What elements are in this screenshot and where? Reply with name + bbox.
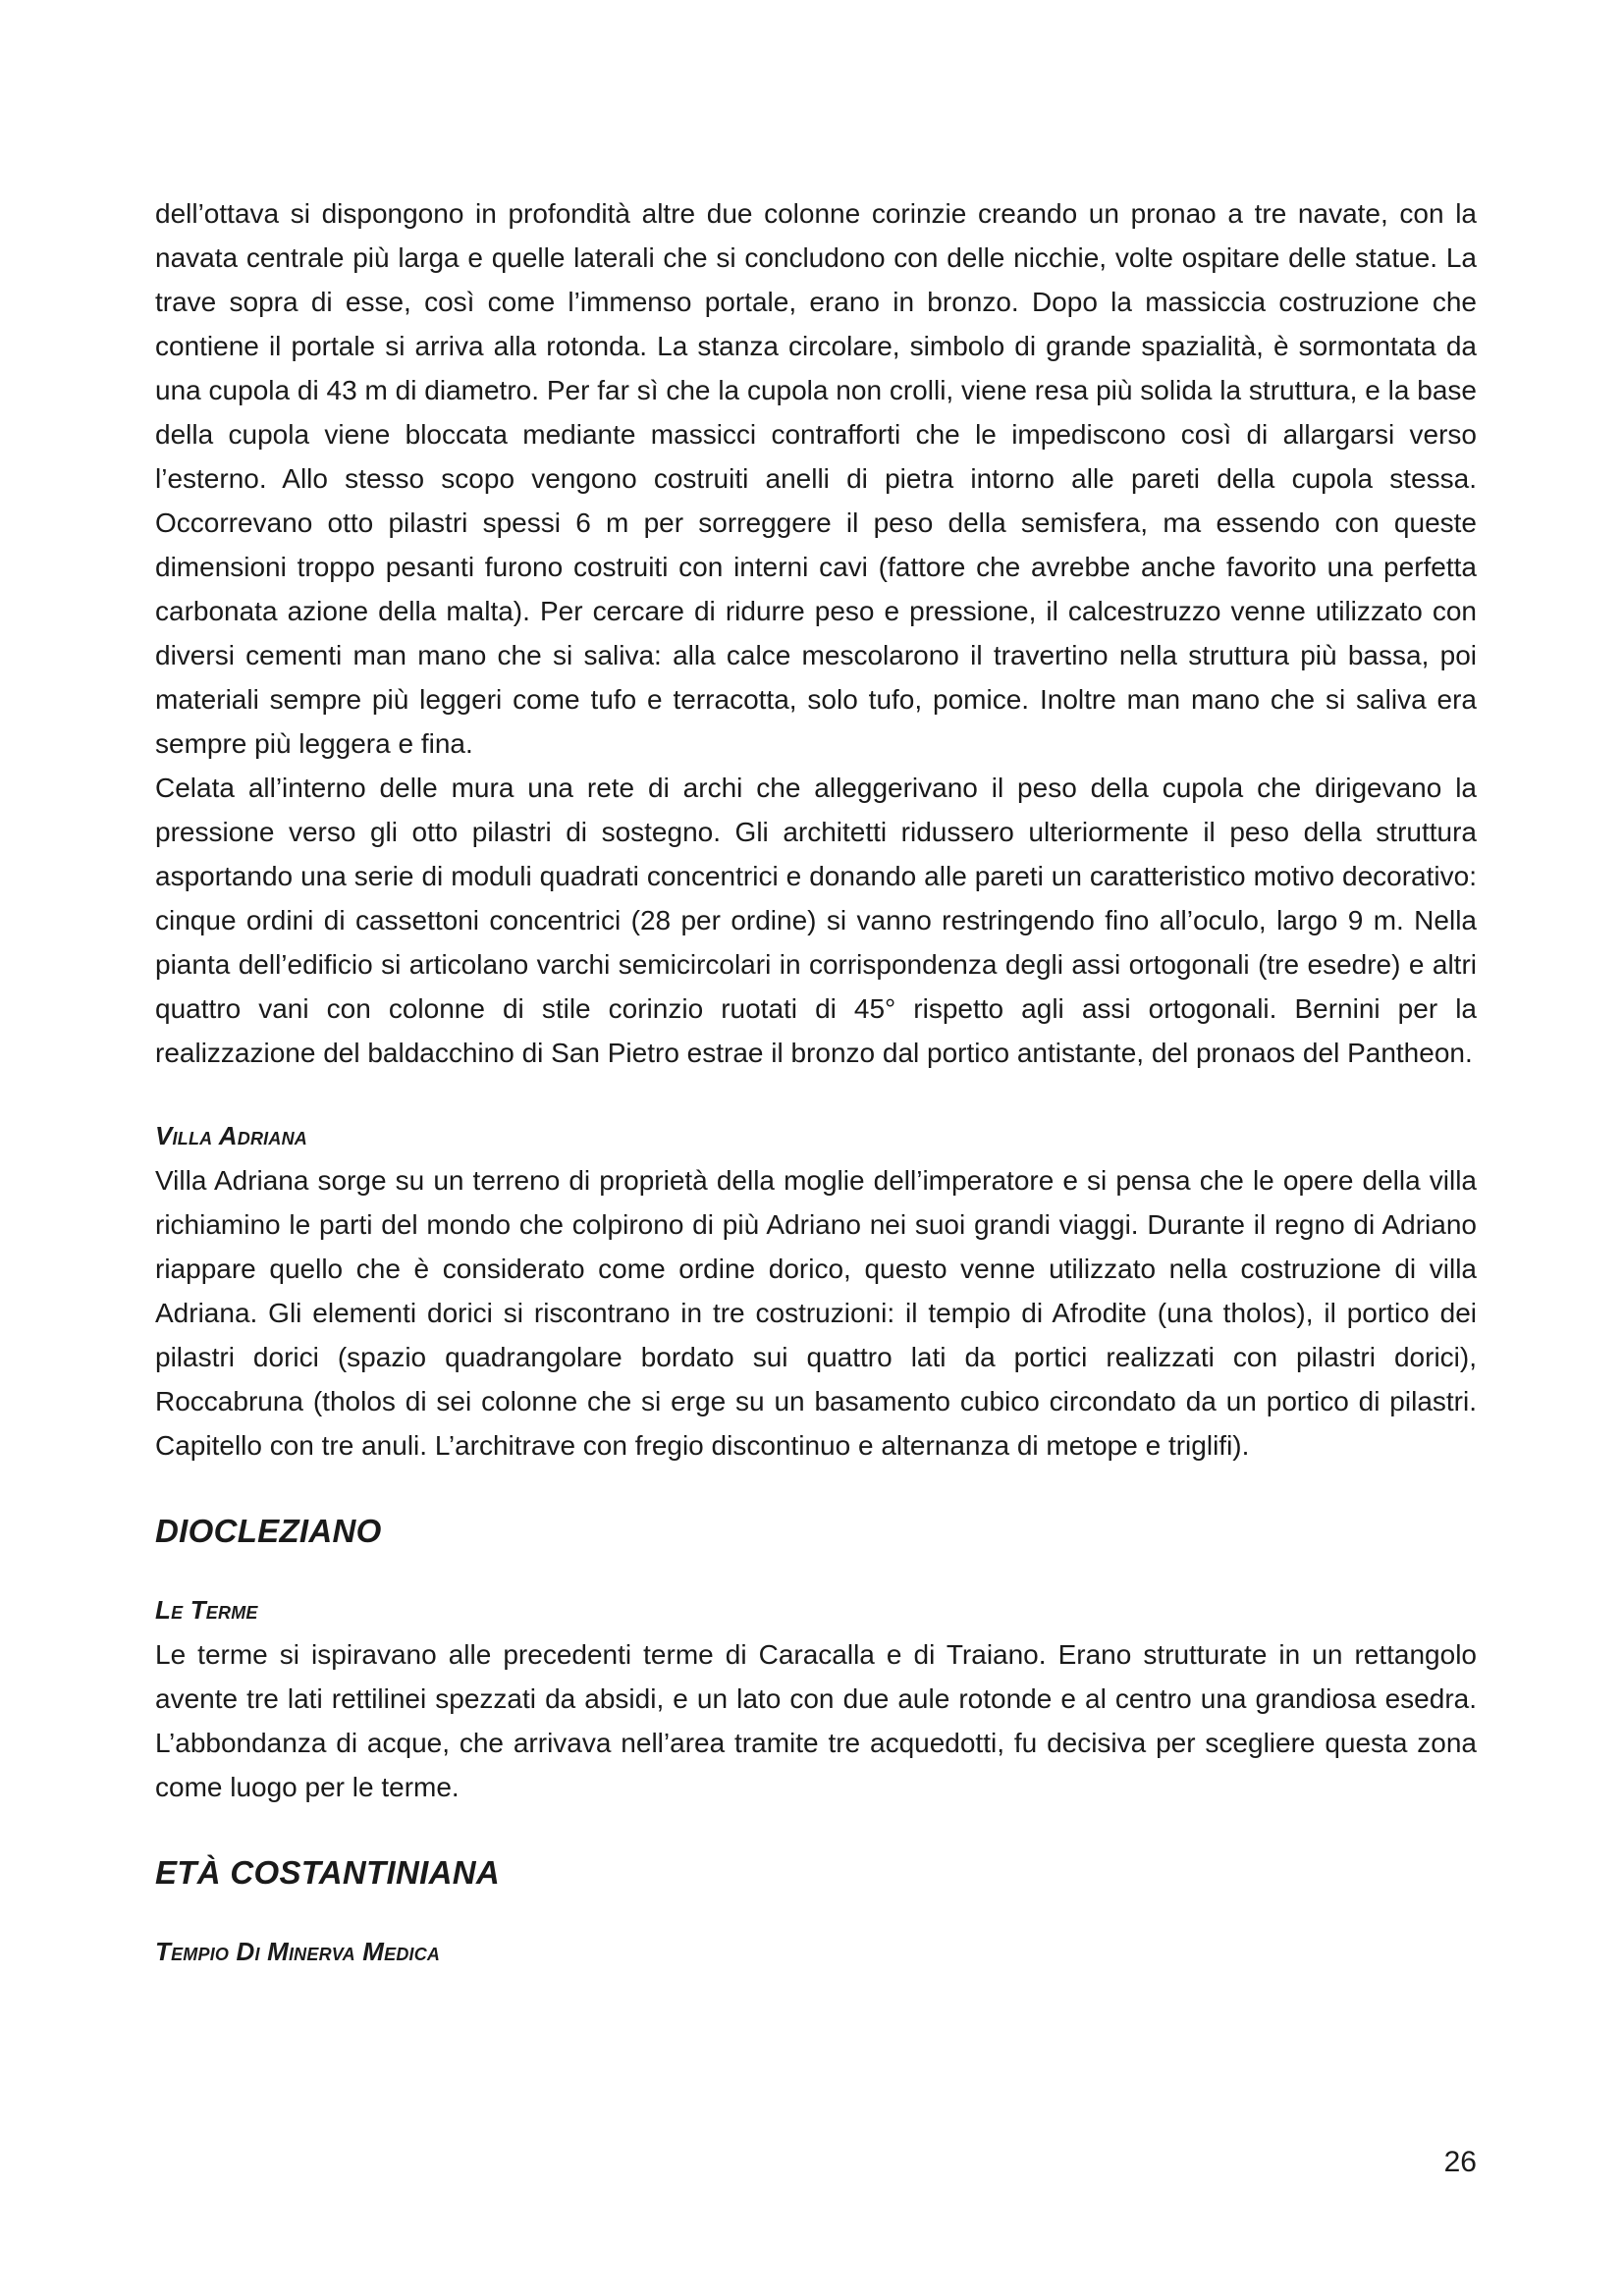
spacer xyxy=(155,1075,1477,1114)
spacer xyxy=(155,1809,1477,1850)
eta-costantiniana-heading: ETÀ COSTANTINIANA xyxy=(155,1854,500,1891)
tempio-minerva-medica-heading: Tempio Di Minerva Medica xyxy=(155,1937,441,1966)
document-page xyxy=(155,191,1477,1974)
spacer xyxy=(155,1468,1477,1509)
pantheon-paragraph-1: dell’ottava si dispongono in profondità altre due colonne corinzie creando un pronao a tre navate, con la navata centrale più larga e quelle laterali che si concludono con delle nicchie, volte ospitare delle statue. La trave sopra di esse, così come l’immenso portale, erano in bronzo. Dopo la massiccia costruzione che contiene il portale si arriva alla rotonda. La stanza circolare, simbolo di grande spazialità, è sormontata da una cupola di 43 m di diametro. Per far sì che la cupola non crolli, viene resa più solida la struttura, e la base della cupola viene bloccata mediante massicci contrafforti che le impediscono così di allargarsi verso l’esterno. Allo stesso scopo vengono costruiti anelli di pietra intorno alle pareti della cupola stessa. Occorrevano otto pilastri spessi 6 m per sorreggere il peso della semisfera, ma essendo con queste dimensioni troppo pesanti furono costruiti con interni cavi (fattore che avrebbe anche favorito una perfetta carbonata azione della malta). Per cercare di ridurre peso e pressione, il calcestruzzo venne utilizzato con diversi cementi man mano che si saliva: alla calce mescolarono il travertino nella struttura più bassa, poi materiali sempre più leggeri come tufo e terracotta, solo tufo, pomice. Inoltre man mano che si saliva era sempre più leggera e fina. xyxy=(155,198,1477,759)
page-number: 26 xyxy=(1443,2146,1477,2178)
diocleziano-heading: DIOCLEZIANO xyxy=(155,1513,382,1549)
villa-adriana-paragraph: Villa Adriana sorge su un terreno di proprietà della moglie dell’imperatore e si pensa che le opere della villa richiamino le parti del mondo che colpirono di più Adriano nei suoi grandi viaggi. Durante il regno di Adriano riappare quello che è considerato come ordine dorico, questo venne utilizzato nella costruzione di villa Adriana. Gli elementi dorici si riscontrano in tre costruzioni: il tempio di Afrodite (una tholos), il portico dei pilastri dorici (spazio quadrangolare bordato sui quattro lati da portici realizzati con pilastri dorici), Roccabruna (tholos di sei colonne che si erge su un basamento cubico circondato da un portico di pilastri. Capitello con tre anuli. L’architrave con fregio discontinuo e alternanza di metope e triglifi). xyxy=(155,1165,1477,1461)
spacer xyxy=(155,1895,1477,1930)
le-terme-heading: Le Terme xyxy=(155,1595,258,1625)
spacer xyxy=(155,1553,1477,1588)
villa-adriana-heading: Villa Adriana xyxy=(155,1121,307,1150)
le-terme-paragraph: Le terme si ispiravano alle precedenti terme di Caracalla e di Traiano. Erano strutturate in un rettangolo avente tre lati rettilinei spezzati da absidi, e un lato con due aule rotonde e al centro una grandiosa esedra. L’abbondanza di acque, che arrivava nell’area tramite tre acquedotti, fu decisiva per scegliere questa zona come luogo per le terme. xyxy=(155,1639,1477,1802)
pantheon-paragraph-2: Celata all’interno delle mura una rete di archi che alleggerivano il peso della cupola che dirigevano la pressione verso gli otto pilastri di sostegno. Gli architetti ridussero ulteriormente il peso della struttura asportando una serie di moduli quadrati concentrici e donando alle pareti un caratteristico motivo decorativo: cinque ordini di cassettoni concentrici (28 per ordine) si vanno restringendo fino all’oculo, largo 9 m. Nella pianta dell’edificio si articolano varchi semicircolari in corrispondenza degli assi ortogonali (tre esedre) e altri quattro vani con colonne di stile corinzio ruotati di 45° rispetto agli assi ortogonali. Bernini per la realizzazione del baldacchino di San Pietro estrae il bronzo dal portico antistante, del pronaos del Pantheon. xyxy=(155,773,1477,1068)
